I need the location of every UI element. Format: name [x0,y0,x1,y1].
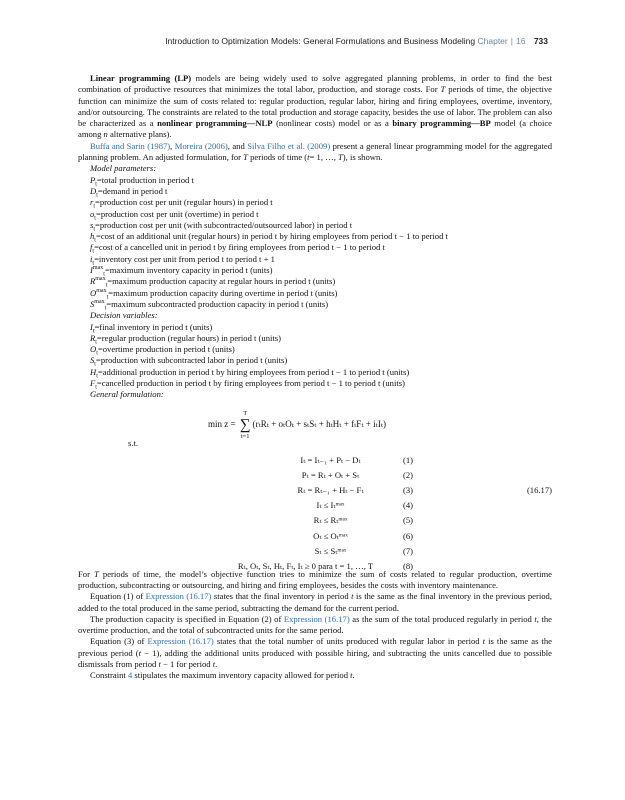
decision-desc: =final inventory in period t (units) [94,321,213,332]
parameter-subscript: t [105,283,108,290]
constraint-row [78,500,552,515]
parameter-row [90,254,552,265]
formulation-heading: General formulation: [90,389,164,400]
after-paragraph-1: For T periods of time, the model’s objective function tries to minimize the sum of costs related to regular production, overtime production, subcontracting or outsourcing, and hiring and firing employees, besides the costs with inventory maintenance. [78,568,552,590]
parameter-subscript: t [95,181,97,188]
parameter-symbol: i [90,253,93,264]
parameter-symbol: s [90,219,94,230]
parameter-symbol: S [90,298,95,309]
constraint-link[interactable]: 4 [127,670,133,681]
parameter-subscript: t [92,260,95,267]
decision-subscript: t [95,384,97,391]
parameter-superscript: max [94,299,105,306]
decision-subscript: t [96,350,98,357]
constraint-number: (8) [403,560,414,571]
decision-symbol: S [90,355,95,366]
decision-row [90,355,552,369]
constraint-equation: Iₜ = Iₜ₋₁ + Pₜ − Dₜ [300,454,361,465]
parameter-symbol: r [90,197,94,208]
parameter-symbol: R [90,276,96,287]
constraint-equation: Rₜ, Oₜ, Sₜ, Hₜ, Fₜ, Iₜ ≥ 0 para t = 1, …, T [237,560,374,571]
summation: T ∑ t=1 [239,409,251,440]
constraint-number: (1) [403,454,414,465]
parameter-subscript: t [106,294,109,301]
decision-variables [90,310,552,400]
parameter-desc: =production cost per unit (with subcontracted/outsourced labor) in period t [95,219,353,230]
subject-to: s.t. [128,437,139,448]
after-paragraph-2: Equation (1) of Expression (16.17) states that the final inventory in period t is the same as the final inventory in the previous period, added to the total produced in the same period, subtracting the demand for the current period. [78,591,552,613]
after-paragraph-4: Equation (3) of Expression (16.17) states that the total number of units produced with regular labor in period t is the same as the previous period (t − 1), adding the additional units produced with possible hiring, and subtracting the units cancelled due to possible dismissals from period t − 1 for period t. [78,636,552,669]
after-paragraph-3: The production capacity is specified in Equation (2) of Expression (16.17) as the sum of the total produced regularly in period t, the overtime production, and the total of subcontracted units for the same period. [78,613,552,636]
decision-subscript: t [92,328,95,335]
constraint-number: (4) [403,500,414,511]
expression-link[interactable]: Expression (16.17) [283,613,350,624]
parameter-row [90,175,552,186]
constraint-number: (2) [403,469,414,480]
expression-label: (16.17) [526,484,552,495]
decision-desc: =overtime production in period t (units) [97,344,235,355]
parameter-subscript: t [94,215,96,222]
parameter-desc: =total production in period t [96,174,194,185]
parameter-row [90,209,552,220]
decision-row [90,367,552,378]
parameter-desc: =production cost per unit (overtime) in period t [95,208,259,219]
running-header [0,36,548,46]
after-paragraph-5: Constraint 4 stipulates the maximum inventory capacity allowed for period t. [90,670,355,681]
parameter-subscript: t [94,237,96,244]
page-body [78,73,552,682]
parameter-desc: =maximum subcontracted production capacity in period t (units) [106,298,329,309]
parameter-symbol: h [90,231,95,242]
decision-heading: Decision variables: [90,310,158,321]
constraint-row [78,455,552,470]
constraint-number: (6) [403,530,414,541]
parameter-desc: =maximum production capacity at regular hours in period t (units) [107,276,336,287]
decision-symbol: R [90,332,96,343]
parameter-desc: =production cost per unit (regular hours) in period t [95,197,273,208]
parameter-row [90,186,552,197]
parameter-row [90,265,552,276]
constraint-row [78,546,552,561]
constraint-row [78,531,552,546]
parameter-desc: =cost of an additional unit (regular hours) in period t by hiring employees from period t − 1 to period t [95,231,448,242]
constraint-equation: Rₜ ≤ Rₜᵐᵃˣ [313,515,348,526]
parameter-subscript: t [93,226,96,233]
parameter-row [90,197,552,208]
decision-row [90,344,552,355]
parameter-subscript: t [104,305,107,312]
constraint-row [78,561,552,576]
decision-symbol: I [90,321,93,332]
constraint-row [78,470,552,485]
parameter-row [90,231,552,242]
parameter-subscript: t [96,192,98,199]
expression-link[interactable]: Expression (16.17) [147,636,214,647]
constraint-row [78,485,552,500]
constraint-number: (3) [403,484,414,495]
parameter-symbol: I [90,265,93,276]
header-title: Introduction to Optimization Models: General Formulations and Business Modeling [165,36,476,46]
parameter-row [90,242,552,256]
ref-link-moreira[interactable]: Moreira (2006) [174,140,228,151]
decision-symbol: F [90,378,96,389]
expression-link[interactable]: Expression (16.17) [145,591,212,602]
parameter-symbol: O [90,287,97,298]
constraint-number: (5) [403,515,414,526]
parameter-subscript: t [103,271,105,278]
constraint-equation: Sₜ ≤ Sₜᵐᵃˣ [314,545,347,556]
parameter-superscript: max [95,276,106,283]
parameter-symbol: o [90,208,95,219]
constraint-equation: Iₜ ≤ Iₜᵐᵃˣ [316,500,345,511]
parameter-symbol: f [90,242,93,253]
decision-subscript: t [96,373,98,380]
decision-symbol: O [90,344,97,355]
parameter-superscript: max [92,265,104,272]
decision-subscript: t [95,339,97,346]
constraint-equation: Rₜ = Rₜ₋₁ + Hₜ − Fₜ [297,484,364,495]
parameter-desc: =cost of a cancelled unit in period t by firing employees from period t − 1 to period t [94,242,385,253]
decision-symbol: H [90,366,97,377]
constraints [78,455,552,577]
ref-link-buffa[interactable]: Buffa and Sarin (1987) [90,140,171,151]
params-heading: Model parameters: [90,163,157,174]
decision-desc: =production with subcontracted labor in period t (units) [95,355,288,366]
decision-desc: =regular production (regular hours) in period t (units) [96,332,281,343]
objective-function: min z = T ∑ t=1 (rₜRₜ + oₜOₜ + sₜSₜ + hₜHₜ + fₜFₜ + iₜIₜ) [208,409,387,440]
parameter-desc: =maximum production capacity during overtime in period t (units) [108,287,338,298]
constraint-row [78,515,552,530]
parameter-row [90,276,552,290]
header-chapter: Chapter | 16 [477,36,526,46]
parameter-desc: =maximum inventory capacity in period t (units) [104,265,273,276]
parameter-symbol: P [90,174,96,185]
ref-link-silva[interactable]: Silva Filho et al. (2009) [247,140,331,151]
decision-desc: =additional production in period t by hiring employees from period t − 1 to period t (units) [97,366,410,377]
decision-row [90,333,552,344]
decision-row [90,322,552,333]
parameter-subscript: t [92,249,95,256]
constraint-number: (7) [403,545,414,556]
parameter-desc: =inventory cost per unit from period t to period t + 1 [94,253,275,264]
constraint-equation: Oₜ ≤ Oₜᵐᵃˣ [313,530,348,541]
parameter-row [90,220,552,231]
page-number: 733 [533,36,548,46]
parameter-row [90,288,552,299]
parameter-subscript: t [93,203,96,210]
parameter-desc: =demand in period t [97,185,168,196]
intro-paragraph: Linear programming (LP) models are being widely used to solve aggregated planning problems, in order to find the best combination of productive resources that minimizes the total labor, production, and storage costs. For T periods of time, the objective function can minimize the sum of costs related to: regular production, regular labor, hiring and firing employees, overtime, inventory, and/or outsourcing. The constraints are related to the total production and storage capacity, besides the use of labor. The problem can also be characterized as a nonlinear programming—NLP (nonlinear costs) model or as a binary programming—BP model (a choice among n alternative plans). [78,73,552,140]
decision-subscript: t [94,362,96,369]
parameter-superscript: max [96,287,107,294]
refs-paragraph: Buffa and Sarin (1987), Moreira (2006), and Silva Filho et al. (2009) present a general linear programming model for the aggregated planning problem. An adjusted formulation, for T periods of time (t= 1, …, T), is shown. [78,140,552,163]
parameter-row [90,299,552,310]
model-parameters [90,163,552,310]
decision-desc: =cancelled production in period t by firing employees from period t − 1 to period t (units) [96,378,405,389]
parameter-symbol: D [90,185,97,196]
constraint-equation: Pₜ = Rₜ + Oₜ + Sₜ [301,469,360,480]
decision-row [90,378,552,389]
formulation-block [78,401,552,569]
